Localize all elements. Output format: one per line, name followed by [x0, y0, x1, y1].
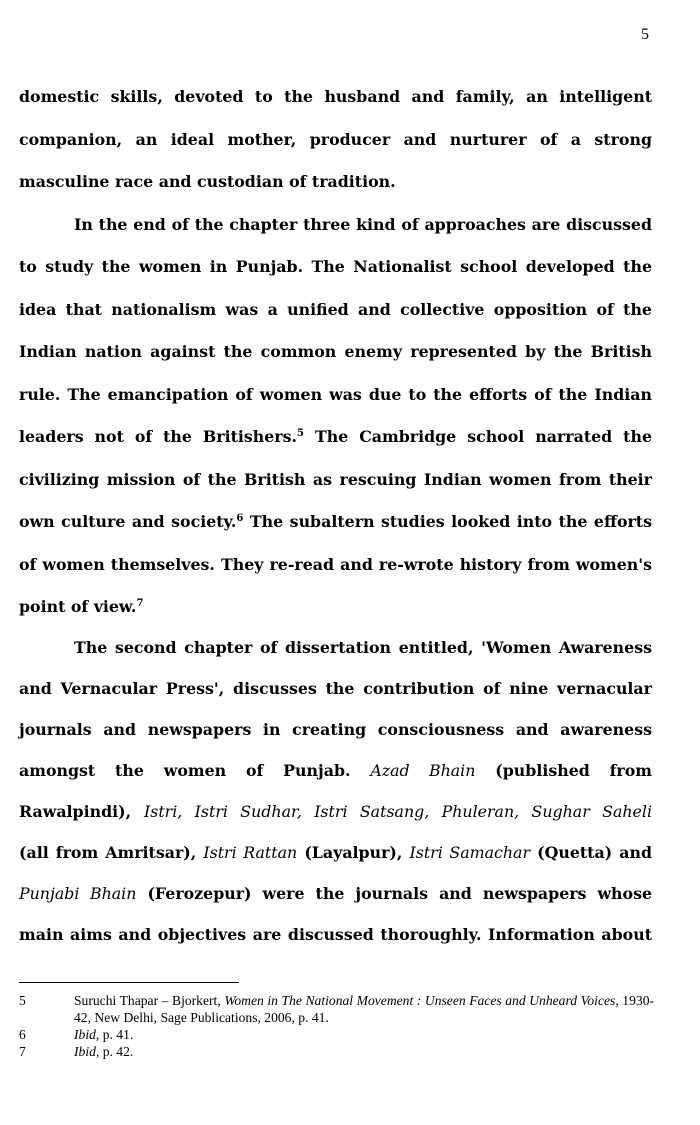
text-line: journals and newspapers in creating consciousness and awareness	[19, 720, 652, 739]
text-line: and Vernacular Press', discusses the contribution of nine vernacular	[19, 679, 652, 698]
text-line: Indian nation against the common enemy represented by the British	[19, 342, 652, 361]
text-line	[19, 791, 652, 832]
text-line: domestic skills, devoted to the husband and family, an intelligent	[19, 87, 652, 106]
text-segment: leaders not of the Britishers.	[19, 427, 298, 446]
footnote-title: Women in The National Movement : Unseen Faces and Unheard Voices,	[224, 993, 619, 1008]
footnotes	[19, 992, 654, 1060]
footnote	[19, 992, 654, 1026]
footnote-author: Suruchi Thapar – Bjorkert,	[74, 993, 221, 1008]
text-segment: (all from Amritsar),	[19, 843, 197, 862]
footnote-separator	[19, 982, 239, 983]
footnote-publication: 1930-42, New Delhi, Sage Publications, 2006, p. 41.	[74, 993, 655, 1025]
footnote-number: 6	[19, 1027, 26, 1042]
text-line	[19, 750, 652, 791]
footnote-page: p. 41.	[102, 1027, 134, 1042]
text-segment: (Layalpur),	[304, 843, 403, 862]
text-segment: Rawalpindi),	[19, 802, 132, 821]
text-segment: amongst the women of Punjab.	[19, 761, 351, 780]
journal-title: Istri, Istri Sudhar, Istri Satsang, Phuleran, Sughar Saheli	[143, 802, 653, 821]
journal-title: Istri Rattan	[203, 843, 298, 862]
text-line: masculine race and custodian of tradition.	[19, 172, 396, 191]
text-line: civilizing mission of the British as rescuing Indian women from their	[19, 469, 652, 489]
footnote-ibid: Ibid,	[74, 1044, 100, 1059]
journal-title: Istri Samachar	[409, 843, 531, 862]
text-line: main aims and objectives are discussed thoroughly. Information about	[19, 925, 652, 944]
text-line: companion, an ideal mother, producer and nurturer of a strong	[19, 129, 652, 149]
footnote-reference: 6	[236, 513, 244, 524]
text-line: idea that nationalism was a unified and collective opposition of the	[19, 299, 652, 319]
page-number: 5	[641, 26, 649, 43]
footnote-text	[74, 992, 654, 1026]
text-segment: point of view.	[19, 597, 137, 616]
text-segment: The subaltern studies looked into the efforts	[243, 512, 652, 531]
text-line	[19, 832, 652, 873]
text-line: of women themselves. They re-read and re-wrote history from women's	[19, 554, 652, 574]
journal-title: Azad Bhain	[370, 761, 476, 780]
text-line: to study the women in Punjab. The Nationalist school developed the	[19, 257, 652, 276]
text-line: The second chapter of dissertation entitled, 'Women Awareness	[74, 638, 652, 657]
text-segment: (Quetta) and	[537, 843, 653, 862]
footnote-reference: 5	[297, 428, 304, 439]
footnote-text	[74, 1043, 654, 1060]
footnote-number: 5	[19, 993, 26, 1008]
text-line	[19, 586, 652, 627]
footnote-reference: 7	[136, 598, 144, 609]
footnote	[19, 1043, 654, 1060]
text-line: In the end of the chapter three kind of approaches are discussed	[74, 214, 652, 234]
footnote-text	[74, 1026, 654, 1043]
footnote-page: p. 42.	[102, 1044, 134, 1059]
text-line	[19, 873, 652, 914]
text-segment: The Cambridge school narrated the	[304, 427, 652, 446]
text-line	[19, 501, 652, 544]
footnote-ibid: Ibid,	[74, 1027, 100, 1042]
footnote	[19, 1026, 654, 1043]
text-line: rule. The emancipation of women was due to the efforts of the Indian	[19, 384, 652, 404]
footnote-number: 7	[19, 1044, 26, 1059]
text-line	[19, 416, 652, 459]
journal-title: Punjabi Bhain	[19, 884, 137, 903]
text-segment: own culture and society.	[19, 512, 237, 531]
body-text	[19, 76, 652, 955]
text-segment: (published from	[495, 761, 653, 780]
text-segment: (Ferozepur) were the journals and newspapers whose	[147, 884, 653, 903]
